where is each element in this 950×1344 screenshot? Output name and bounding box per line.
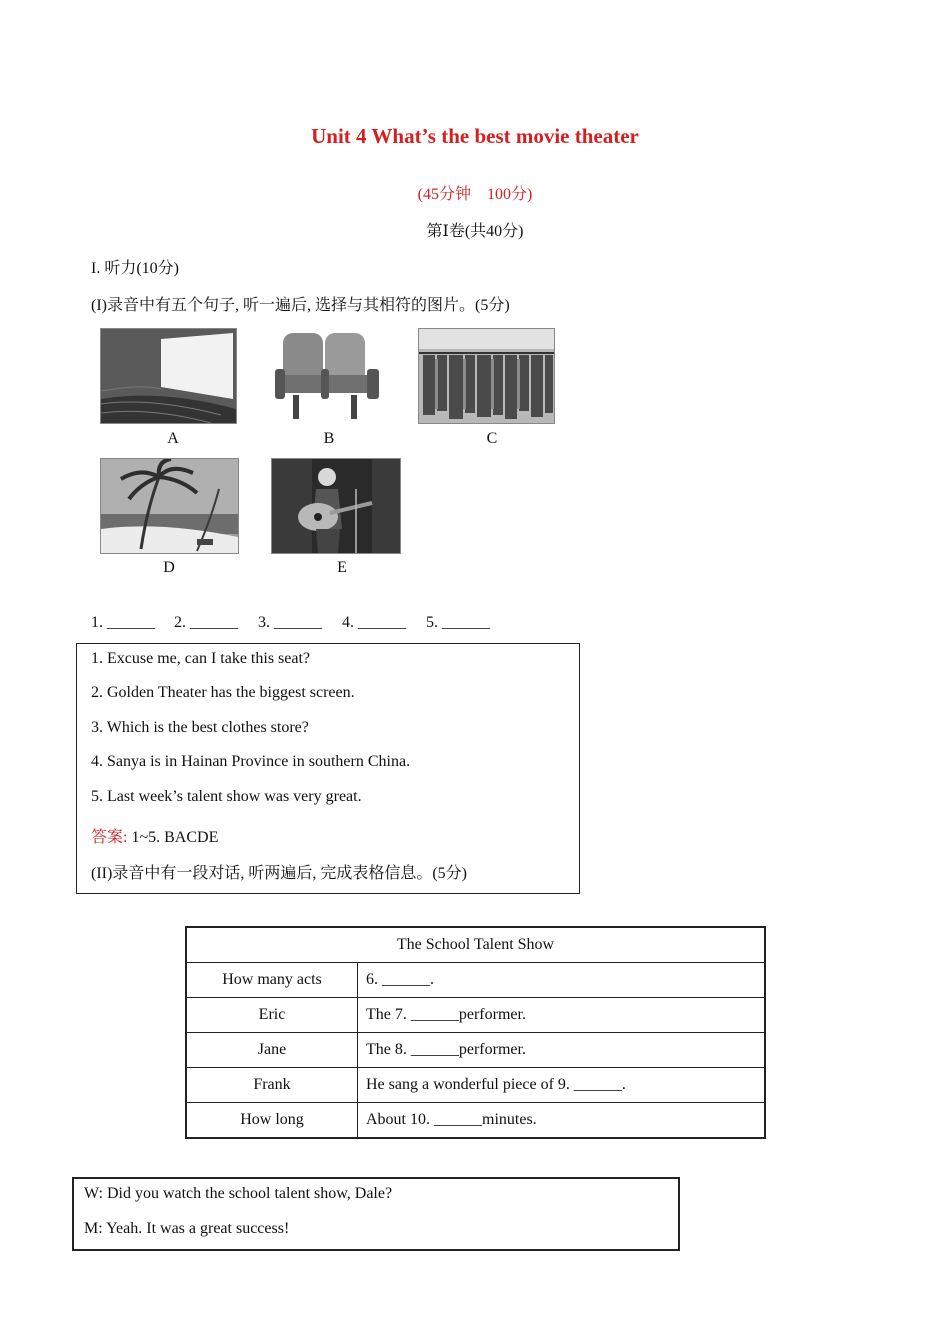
- table-cell-value: The 7. ______performer.: [358, 998, 766, 1033]
- table-cell-label: How many acts: [186, 963, 358, 998]
- clothes-rack-icon: [418, 328, 555, 424]
- picture-label-a: A: [167, 430, 179, 447]
- table-row: [186, 1068, 765, 1103]
- answer-blank-4: 4. ______: [342, 614, 406, 631]
- dialogue-line: W: Did you watch the school talent show, Dale?: [84, 1185, 393, 1202]
- table-header-row: [186, 927, 765, 963]
- picture-label-b: B: [323, 430, 335, 447]
- part1-instruction: (I)录音中有五个句子, 听一遍后, 选择与其相符的图片。(5分): [91, 297, 510, 314]
- answer-line: [91, 824, 218, 847]
- talent-show-table: [185, 926, 766, 1139]
- table-row: [186, 998, 765, 1033]
- answer-value: 1~5. BACDE: [127, 829, 219, 846]
- table-cell-label: How long: [186, 1103, 358, 1139]
- answer-blank-2: 2. ______: [174, 614, 238, 631]
- script-line: 1. Excuse me, can I take this seat?: [91, 650, 311, 667]
- table-cell-value: About 10. ______minutes.: [358, 1103, 766, 1139]
- answer-label: 答案:: [91, 829, 128, 846]
- table-cell-label: Jane: [186, 1033, 358, 1068]
- picture-label-e: E: [337, 559, 347, 576]
- listening-script-box: [76, 643, 580, 894]
- table-cell-value: He sang a wonderful piece of 9. ______.: [358, 1068, 766, 1103]
- table-cell-value: The 8. ______performer.: [358, 1033, 766, 1068]
- tropical-beach-icon: [100, 458, 239, 554]
- guitar-performer-icon: [271, 458, 401, 554]
- cinema-seats-icon: [272, 328, 389, 424]
- table-cell-label: Eric: [186, 998, 358, 1033]
- table-cell-label: Frank: [186, 1068, 358, 1103]
- script-line: 3. Which is the best clothes store?: [91, 719, 309, 736]
- answer-blank-1: 1. ______: [91, 614, 155, 631]
- table-cell-value: 6. ______.: [358, 963, 766, 998]
- movie-theater-screen-icon: [100, 328, 237, 424]
- dialogue-box: [72, 1177, 680, 1251]
- dialogue-line: M: Yeah. It was a great success!: [84, 1220, 290, 1237]
- table-header: The School Talent Show: [186, 927, 765, 963]
- picture-label-c: C: [486, 430, 498, 447]
- table-row: [186, 963, 765, 998]
- answer-blank-3: 3. ______: [258, 614, 322, 631]
- part2-instruction: (II)录音中有一段对话, 听两遍后, 完成表格信息。(5分): [91, 865, 467, 882]
- table-row: [186, 1103, 765, 1139]
- volume-label: 第Ⅰ卷(共40分): [426, 223, 524, 240]
- script-line: 4. Sanya is in Hainan Province in southern China.: [91, 753, 411, 770]
- script-line: 5. Last week’s talent show was very great.: [91, 788, 362, 805]
- page-title: Unit 4 What’s the best movie theater: [311, 124, 639, 148]
- answer-blank-5: 5. ______: [426, 614, 490, 631]
- script-line: 2. Golden Theater has the biggest screen.: [91, 684, 355, 701]
- table-row: [186, 1033, 765, 1068]
- picture-label-d: D: [163, 559, 175, 576]
- time-score: (45分钟 100分): [417, 186, 533, 203]
- section-heading: I. 听力(10分): [91, 260, 179, 277]
